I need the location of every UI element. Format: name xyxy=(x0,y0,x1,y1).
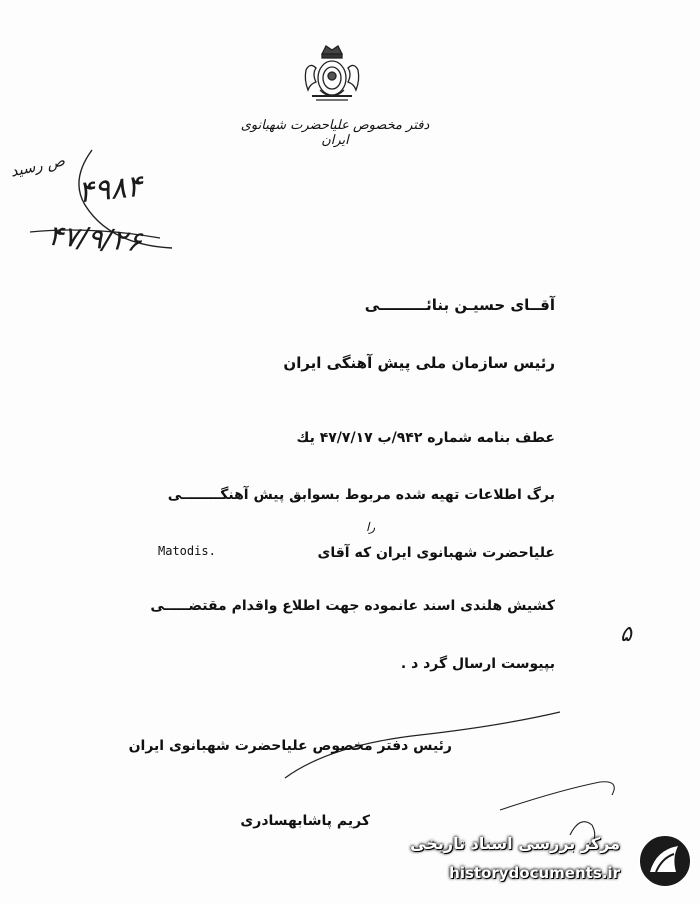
handwritten-reference-date: ۴۷/۹/۲۶ xyxy=(46,218,144,259)
latin-name: Matodis. xyxy=(158,544,216,558)
reference-line: عطف بنامه شماره ۹۴۲/ب ۴۷/۷/۱۷ یك xyxy=(296,430,555,446)
body-line-1: برگ اطلاعات تهیه شده مربوط بسوابق پیش آهنگــــــــی xyxy=(167,487,555,503)
handwritten-receipt-note: ص رسید xyxy=(8,151,67,181)
body-line-4: بپیوست ارسال گرد د . xyxy=(400,656,555,672)
body-line-3: کشیش هلندی اسند عانموده جهت اطلاع واقدام مقتضـــــی xyxy=(150,598,555,614)
body-line-2: علیاحضرت شهبانوی ایران که آقای xyxy=(317,545,555,561)
watermark-url: historydocuments.ir xyxy=(449,864,620,882)
watermark-title: مرکز بررسی اسناد تاریخی xyxy=(410,834,620,853)
margin-mark: ۵ xyxy=(620,622,632,647)
signatory-title: رئیس دفتر مخصوص علیاحضرت شهبانوی ایران xyxy=(128,738,452,754)
archive-watermark xyxy=(408,830,696,896)
handwritten-insert-mark: را xyxy=(366,520,376,534)
handwritten-reference-number: ۴۹۸۴ xyxy=(76,168,145,211)
addressee-title: رئیس سازمان ملی پیش آهنگی ایران xyxy=(283,354,555,372)
signatory-name: کریم پاشابهسادری xyxy=(240,813,370,829)
archive-logo-icon xyxy=(636,832,694,890)
office-title: دفتر مخصوص علیاحضرت شهبانوی ایران xyxy=(240,118,430,148)
addressee: آقــای حسیـن بنائـــــــــی xyxy=(364,296,555,314)
